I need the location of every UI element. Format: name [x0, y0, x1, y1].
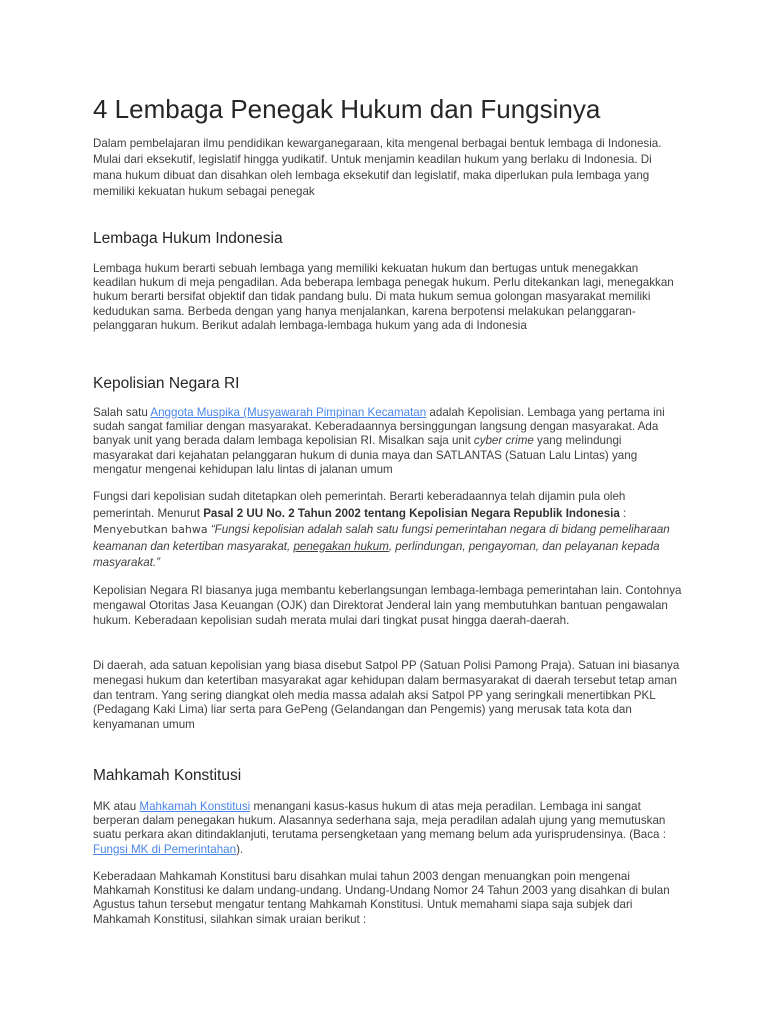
text: Fungsi dari kepolisian sudah ditetapkan oleh pemerintah. Berarti keberadaannya telah dijamin pula oleh pemerintah. Menurut: [93, 490, 626, 520]
quote-text: “Fungsi kepolisian adalah salah satu fungsi pemerintahan negara di bidang pemeliharaan keamanan dan ketertiban masyarakat,: [93, 523, 670, 553]
section-heading-lembaga-hukum: Lembaga Hukum Indonesia: [93, 230, 283, 247]
kepolisian-paragraph-2: [93, 489, 683, 572]
text: Salah satu: [93, 406, 151, 419]
section-heading-kepolisian: Kepolisian Negara RI: [93, 375, 240, 392]
text: MK atau: [93, 800, 140, 813]
kepolisian-paragraph-3: Kepolisian Negara RI biasanya juga membantu keberlangsungan lembaga-lembaga pemerintahan lain. Contohnya mengawal Otoritas Jasa Keuangan (OJK) dan Direktorat Jenderal lain yang membutuhkan bantuan pengawalan hukum. Keberadaan kepolisian sudah merata mulai dari tingkat pusat hingga daerah-daerah.: [93, 584, 682, 627]
italic-term: cyber crime: [473, 434, 534, 448]
fungsi-mk-link[interactable]: Fungsi MK di Pemerintahan: [93, 842, 237, 856]
page-title: 4 Lembaga Penegak Hukum dan Fungsinya: [93, 94, 601, 124]
text: yang melindungi masyarakat dari kejahatan pelanggaran hukum di dunia maya dan SATLANTAS (Satuan Lalu Lintas) yang mengatur mengenai kehidupan lalu lintas di jalanan umum: [93, 434, 638, 476]
lembaga-hukum-paragraph: Lembaga hukum berarti sebuah lembaga yang memiliki kekuatan hukum dan bertugas untuk menegakkan keadilan hukum di meja pengadilan. Ada beberapa lembaga penegak hukum. Perlu ditekankan lagi, menegakkan hukum berarti bersifat objektif dan tidak pandang bulu. Di mata hukum semua golongan masyarakat memiliki kedudukan sama. Berbeda dengan yang hanya menjalankan, karena berpotensi melakukan pelanggaran-pelanggaran hukum. Berikut adalah lembaga-lembaga hukum yang ada di Indonesia: [93, 262, 674, 332]
muspika-link[interactable]: Anggota Muspika (Musyawarah Pimpinan Kecamatan: [150, 406, 427, 419]
kepolisian-paragraph-4: Di daerah, ada satuan kepolisian yang biasa disebut Satpol PP (Satuan Polisi Pamong Praja). Satuan ini biasanya menegasi hukum dan ketertiban masyarakat agar kehidupan dalam bermasyarakat di daerah tersebut tetap aman dan tentram. Yang sering diangkat oleh media massa adalah aksi Satpol PP yang seringkali menertibkan PKL (Pedagang Kaki Lima) liar serta para GePeng (Gelandangan dan Pengemis) yang merusak tata kota dan kenyamanan umum: [93, 659, 680, 732]
text: adalah Kepolisian. Lembaga yang pertama ini sudah sangat familiar dengan masyarakat. Keberadaannya bersinggungan langsung dengan masyarakat. Ada banyak unit yang berada dalam lembaga kepolisian RI. Misalkan saja unit: [93, 406, 665, 448]
law-reference: Pasal 2 UU No. 2 Tahun 2002 tentang Kepolisian Negara Republik Indonesia: [203, 506, 620, 520]
text: menangani kasus-kasus hukum di atas meja peradilan. Lembaga ini sangat berperan dalam penegakan hukum. Alasannya sederhana saja, meja peradilan adalah ujung yang memutuskan suatu perkara akan ditindaklanjuti, terutama persengketaan yang memang belum ada yurisprudensinya. (Baca :: [93, 800, 666, 842]
penegakan-hukum-link[interactable]: penegakan hukum: [293, 539, 389, 553]
mahkamah-paragraph-1: [93, 800, 683, 857]
text: Menyebutkan bahwa: [93, 523, 208, 536]
mahkamah-konstitusi-link[interactable]: Mahkamah Konstitusi: [139, 800, 251, 813]
text: ).: [236, 842, 244, 856]
mahkamah-paragraph-2: Keberadaan Mahkamah Konstitusi baru disahkan mulai tahun 2003 dengan menuangkan poin mengenai Mahkamah Konstitusi ke dalam undang-undang. Undang-Undang Nomor 24 Tahun 2003 yang disahkan di bulan Agustus tahun tersebut mengatur tentang Mahkamah Konstitusi. Untuk memahami siapa saja subjek dari Mahkamah Konstitusi, silahkan simak uraian berikut :: [93, 870, 670, 926]
kepolisian-paragraph-1: [93, 406, 683, 477]
text: :: [619, 506, 627, 520]
quote-text: , perlindungan, pengayoman, dan pelayanan kepada masyarakat.”: [93, 539, 660, 569]
section-heading-mahkamah: Mahkamah Konstitusi: [93, 767, 242, 784]
intro-paragraph: Dalam pembelajaran ilmu pendidikan kewarganegaraan, kita mengenal berbagai bentuk lembaga di Indonesia. Mulai dari eksekutif, legislatif hingga yudikatif. Untuk menjamin keadilan hukum yang berlaku di Indonesia. Di mana hukum dibuat dan disahkan oleh lembaga eksekutif dan legislatif, maka diperlukan pula lembaga yang memiliki kekuatan hukum sebagai penegak: [93, 137, 662, 198]
